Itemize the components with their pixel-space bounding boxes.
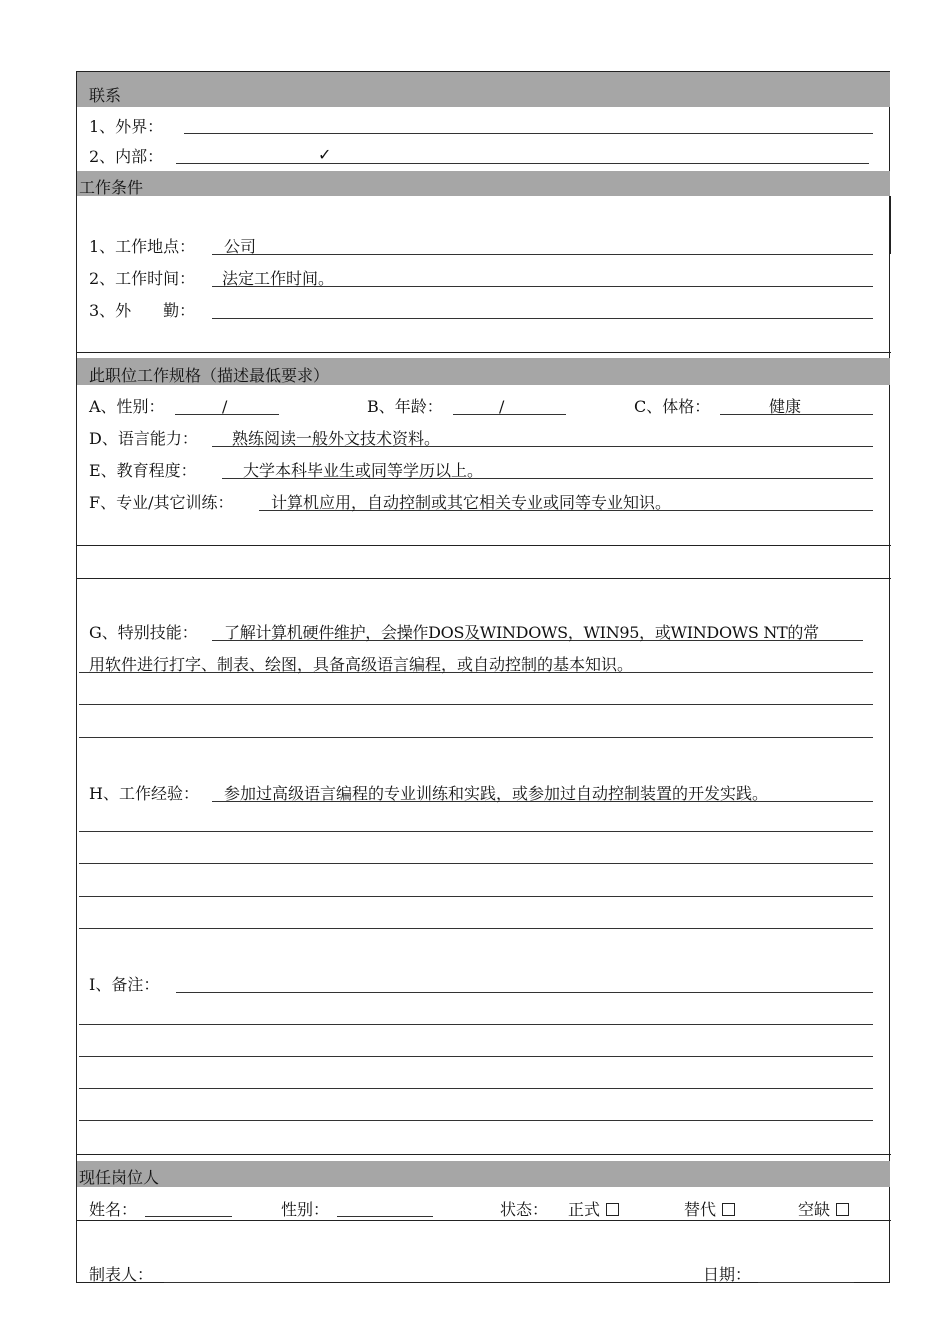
notes-line[interactable]: [79, 1024, 873, 1025]
conditions-title: 工作条件: [79, 178, 144, 197]
preparer-label: 制表人：: [89, 1265, 154, 1284]
special-skills-label: G、特别技能：: [89, 623, 198, 642]
contact-title: 联系: [89, 86, 122, 105]
education-value: 大学本科毕业生或同等学历以上。: [243, 461, 484, 480]
location-field[interactable]: [212, 254, 873, 255]
status-acting-option[interactable]: [684, 1200, 735, 1220]
status-vacant-option[interactable]: [798, 1200, 849, 1220]
experience-line[interactable]: [79, 831, 873, 832]
notes-line[interactable]: [79, 1088, 873, 1089]
work-time-label: 2、工作时间：: [89, 269, 196, 288]
check-icon: ✓: [318, 145, 332, 164]
age-requirement-value: /: [499, 397, 505, 416]
incumbent-gender-field[interactable]: [337, 1216, 433, 1217]
language-value: 熟练阅读一般外文技术资料。: [232, 429, 441, 448]
gender-requirement-label: A、性别：: [89, 397, 165, 416]
special-skills-line[interactable]: [79, 704, 873, 705]
contact-header-band: [77, 72, 890, 107]
experience-label: H、工作经验：: [89, 784, 199, 803]
age-requirement-field[interactable]: [453, 414, 566, 415]
cell-border: [890, 196, 891, 254]
incumbent-name-field[interactable]: [145, 1216, 232, 1217]
special-skills-value-line2: 用软件进行打字、制表、绘图，具备高级语言编程，或自动控制的基本知识。: [89, 655, 634, 674]
status-acting-label: 替代: [684, 1200, 717, 1219]
physique-requirement-label: C、体格：: [634, 397, 711, 416]
location-value: 公司: [224, 237, 257, 256]
internal-contact-field[interactable]: [176, 163, 869, 164]
special-skills-line[interactable]: [79, 737, 873, 738]
status-vacant-checkbox[interactable]: [836, 1203, 849, 1216]
section-divider: [76, 352, 891, 353]
status-formal-checkbox[interactable]: [606, 1203, 619, 1216]
experience-line[interactable]: [79, 863, 873, 864]
external-contact-label: 1、外界：: [89, 117, 164, 136]
notes-label: I、备注：: [89, 975, 160, 994]
field-work-field[interactable]: [212, 318, 873, 319]
special-skills-value-line1: 了解计算机硬件维护，会操作DOS及WINDOWS，WIN95，或WINDOWS NT的常: [224, 623, 819, 642]
status-formal-label: 正式: [568, 1200, 601, 1219]
form-frame: [76, 71, 890, 1283]
gender-requirement-value: /: [222, 397, 228, 416]
field-work-label: 3、外 勤：: [89, 301, 196, 320]
major-training-label: F、专业/其它训练：: [89, 493, 234, 512]
physique-requirement-value: 健康: [769, 397, 802, 416]
section-divider: [76, 1220, 891, 1221]
section-divider: [76, 545, 891, 546]
incumbent-title: 现任岗位人: [79, 1168, 160, 1187]
education-label: E、教育程度：: [89, 461, 197, 480]
external-contact-field[interactable]: [184, 133, 873, 134]
conditions-header-band: [77, 171, 890, 196]
status-acting-checkbox[interactable]: [722, 1203, 735, 1216]
incumbent-gender-label: 性别：: [281, 1200, 330, 1219]
status-vacant-label: 空缺: [798, 1200, 831, 1219]
experience-line[interactable]: [79, 928, 873, 929]
spec-title: 此职位工作规格（描述最低要求）: [89, 366, 330, 385]
status-formal-option[interactable]: [568, 1200, 619, 1220]
notes-line[interactable]: [79, 1056, 873, 1057]
date-label: 日期：: [703, 1265, 752, 1284]
section-divider: [76, 578, 891, 579]
work-time-value: 法定工作时间。: [222, 269, 335, 288]
date-field[interactable]: [758, 1282, 854, 1283]
experience-line[interactable]: [79, 896, 873, 897]
notes-field[interactable]: [176, 992, 873, 993]
location-label: 1、工作地点：: [89, 237, 196, 256]
age-requirement-label: B、年龄：: [367, 397, 443, 416]
experience-value: 参加过高级语言编程的专业训练和实践，或参加过自动控制装置的开发实践。: [224, 784, 769, 803]
section-divider: [76, 1154, 891, 1155]
incumbent-header-band: [77, 1161, 890, 1187]
status-label: 状态：: [500, 1200, 549, 1219]
incumbent-name-label: 姓名：: [89, 1200, 138, 1219]
internal-contact-label: 2、内部：: [89, 147, 164, 166]
notes-line[interactable]: [79, 1120, 873, 1121]
preparer-field[interactable]: [164, 1282, 270, 1283]
major-training-value: 计算机应用，自动控制或其它相关专业或同等专业知识。: [271, 493, 672, 512]
language-label: D、语言能力：: [89, 429, 198, 448]
